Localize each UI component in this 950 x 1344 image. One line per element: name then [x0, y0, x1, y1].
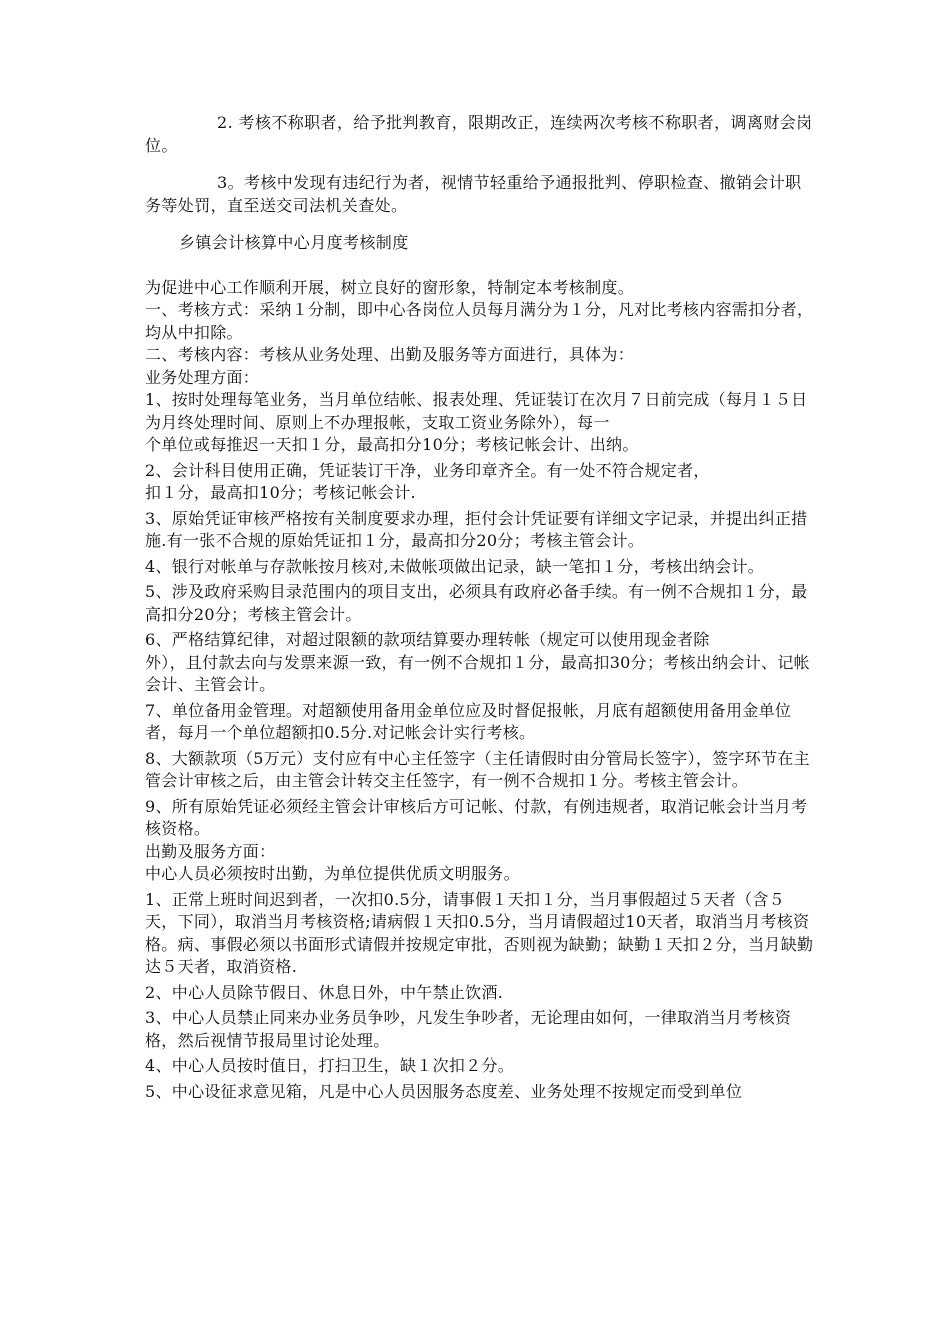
- body-line: 中心人员必须按时出勤，为单位提供优质文明服务。: [145, 864, 520, 883]
- body-line: 6、严格结算纪律，对超过限额的款项结算要办理转帐（规定可以使用现金者除: [145, 630, 710, 649]
- body-line: 一、考核方式：采纳１分制，即中心各岗位人员每月满分为１分，凡对比考核内容需扣分者，均从中扣除。: [145, 300, 814, 342]
- body-line: 3、原始凭证审核严格按有关制度要求办理，拒付会计凭证要有详细文字记录，并提出纠正措施.有一张不合规的原始凭证扣１分，最高扣分20分；考核主管会计。: [145, 508, 808, 550]
- paragraph-dismissal: 2. 考核不称职者，给予批判教育，限期改正，连续两次考核不称职者，调离财会岗位。: [145, 113, 813, 155]
- body-line: 外），且付款去向与发票来源一致，有一例不合规扣１分，最高扣30分；考核出纳会计、记帐会计、主管会计。: [145, 652, 810, 694]
- body-line: 4、中心人员按时值日，打扫卫生，缺１次扣２分。: [145, 1056, 515, 1075]
- body-line: 扣１分，最高扣10分；考核记帐会计.: [145, 483, 416, 502]
- body-line: 2、中心人员除节假日、休息日外，中午禁止饮酒.: [145, 982, 504, 1002]
- body-line: 5、涉及政府采购目录范围内的项目支出，必须具有政府必备手续。有一例不合规扣１分，最高扣分20分；考核主管会计。: [145, 582, 808, 624]
- body-line: 2、会计科目使用正确，凭证装订干净，业务印章齐全。有一处不符合规定者，: [145, 460, 710, 480]
- body-line: 7、单位备用金管理。对超额使用备用金单位应及时督促报帐，月底有超额使用备用金单位者，每月一个单位超额扣0.5分.对记帐会计实行考核。: [145, 700, 792, 742]
- body-line: 业务处理方面：: [145, 367, 260, 387]
- body-line: 个单位或每推迟一天扣１分，最高扣分10分；考核记帐会计、出纳。: [145, 435, 639, 454]
- body-line: 二、考核内容：考核从业务处理、出勤及服务等方面进行，具体为：: [145, 345, 635, 364]
- body-line: 4、银行对帐单与存款帐按月核对,未做帐项做出记录，缺一笔扣１分，考核出纳会计。: [145, 556, 764, 576]
- body-line: 5、中心设征求意见箱，凡是中心人员因服务态度差、业务处理不按规定而受到单位: [145, 1081, 743, 1101]
- body-line: 1、正常上班时间迟到者，一次扣0.5分，请事假１天扣１分，当月事假超过５天者（含５天，下同），取消当月考核资格;请病假１天扣0.5分，当月请假超过10天者，取消当月考核资格。病、事假必须以书面形式请假并按规定审批，否则视为缺勤；缺勤１天扣２分，当月缺勤达５天者，取消资格.: [145, 889, 814, 976]
- paragraph-violation: 3。考核中发现有违纪行为者，视情节轻重给予通报批判、停职检查、撤销会计职务等处罚，直至送交司法机关查处。: [145, 173, 802, 215]
- body-line: 出勤及服务方面：: [145, 841, 276, 861]
- body-line: 为促进中心工作顺利开展，树立良好的窗形象，特制定本考核制度。: [145, 277, 635, 297]
- body-line: 9、所有原始凭证必须经主管会计审核后方可记帐、付款，有例违规者，取消记帐会计当月考核资格。: [145, 796, 808, 838]
- body-line: 3、中心人员禁止同来办业务员争吵，凡发生争吵者，无论理由如何，一律取消当月考核资格，然后视情节报局里讨论处理。: [145, 1008, 792, 1050]
- body-line: 1、按时处理每笔业务，当月单位结帐、报表处理、凭证装订在次月７日前完成（每月１５日为月终处理时间、原则上不办理报帐，支取工资业务除外），每一: [145, 390, 808, 432]
- section-heading: 乡镇会计核算中心月度考核制度: [179, 233, 409, 252]
- body-line: 8、大额款项（5万元）支付应有中心主任签字（主任请假时由分管局长签字），签字环节在主管会计审核之后，由主管会计转交主任签字，有一例不合规扣１分。考核主管会计。: [145, 748, 810, 790]
- document-page: [145, 112, 815, 1103]
